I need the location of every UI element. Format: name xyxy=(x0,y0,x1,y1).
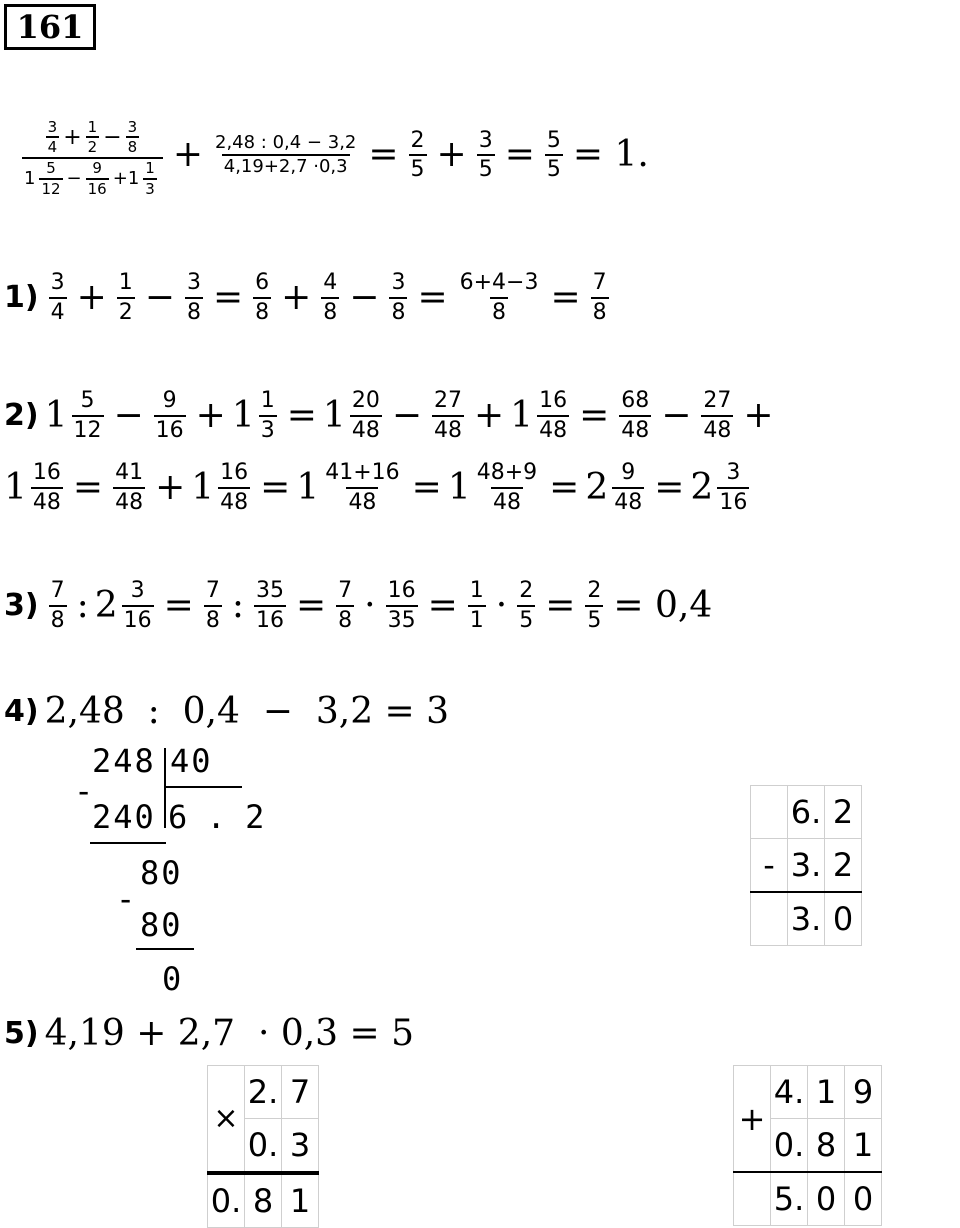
column-addition: + 4. 1 9 0. 8 1 5. 0 0 xyxy=(733,1065,882,1226)
column-subtraction: 6. 2 - 3. 2 3. 0 xyxy=(750,785,862,946)
column-multiplication: × 2. 7 0. 3 0. 8 1 xyxy=(207,1065,319,1228)
step-5: 5) 4,19 + 2,7 · 0,3 = 5 xyxy=(4,1013,415,1054)
step-1: 1) $\frac{3}{4}$ + $\frac{1}{2}$ − $\frac{3}{8}$ = $\frac{6}{8}$ + $\frac{4}{8}$ − $\frac{3}{8}$ = $\frac{6+4-3}{8}$ = $\frac{7}{8}$ xyxy=(4,270,607,325)
step-2-line-1: 2) 1 $\frac{5}{12}$ − $\frac{9}{16}$ + 1 $\frac{1}{3}$ = 1 $\frac{20}{48}$ − $\frac{27}{48}$ + 1 $\frac{16}{48}$ = $\frac{68}{48}$ − $\frac{27}{48}$ + xyxy=(4,388,774,443)
main-expression: $\frac{3}{4}$ + $\frac{1}{2}$ − $\frac{3}{8}$ 1 $\frac{5}{12}$ − $\frac{9}{16}$ + 1 $\frac{1}{3}$ + $\frac{2,48 : 0,4 - 3,2}{4,19+2,7 \cdot 0,3}$ = $\frac{2}{5}$ + $\frac{3}{5}$ = $\frac{5}{5}$ = 1. xyxy=(18,100,655,210)
complex-fraction-1: $\frac{3}{4}$ + $\frac{1}{2}$ − $\frac{3}{8}$ 1 $\frac{5}{12}$ − $\frac{9}{16}$ + 1 $\frac{1}{3}$ xyxy=(22,112,163,199)
step-4: 4) 2,48 : 0,4 − 3,2 = 3 xyxy=(4,691,450,732)
problem-number: 161 xyxy=(4,4,96,50)
complex-fraction-2: $\frac{2,48 : 0,4 - 3,2}{4,19+2,7 \cdot 0,3}$ xyxy=(215,131,357,177)
step-3: 3) $\frac{7}{8}$ : 2 $\frac{3}{16}$ = $\frac{7}{8}$ : $\frac{35}{16}$ = $\frac{7}{8}$ · $\frac{16}{35}$ = $\frac{1}{1}$ · $\frac{2}{5}$ = $\frac{2}{5}$ = 0,4 xyxy=(4,578,713,633)
step-2-line-2: 1 $\frac{16}{48}$ = $\frac{41}{48}$ + 1 $\frac{16}{48}$ = 1 $\frac{41+16}{48}$ = 1 $\frac{48+9}{48}$ = 2 $\frac{9}{48}$ = 2 $\frac{3}{16}$ xyxy=(4,460,748,515)
long-division: 248 40 - 240 6 . 2 80 - 80 0 xyxy=(74,742,265,998)
